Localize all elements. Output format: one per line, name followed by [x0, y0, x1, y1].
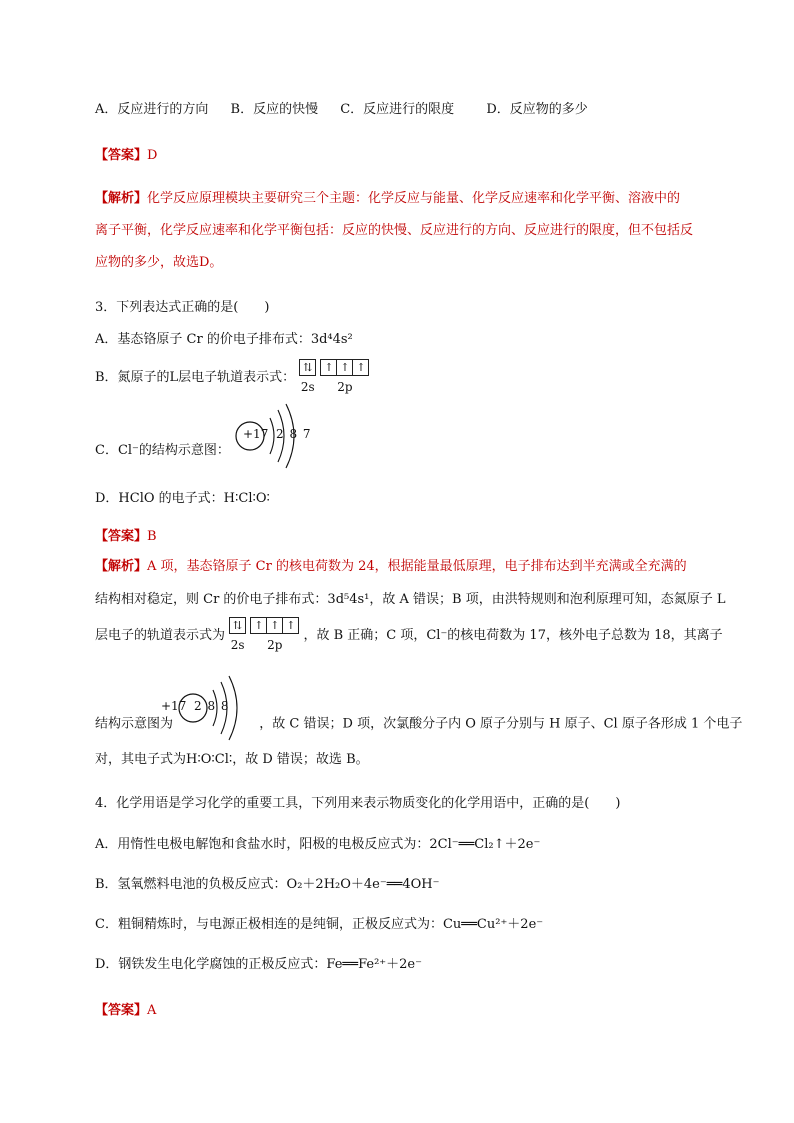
- answer-value: D: [147, 148, 158, 163]
- q2-analysis-line-1: [95, 189, 680, 209]
- analysis-text: ，故 C 错误；D 项，次氯酸分子内 O 原子分别与 H 原子、Cl 原子各形成 1 个电子: [259, 716, 743, 732]
- orbital-label-2s: 2s: [300, 380, 315, 394]
- q3-option-c: [95, 400, 312, 502]
- q4-option-b: B．氢氧燃料电池的负极反应式：O₂＋2H₂O＋4e⁻══4OH⁻: [95, 877, 440, 892]
- analysis-text: 化学反应原理模块主要研究三个主题：化学反应与能量、化学反应速率和化学平衡、溶液中的: [147, 191, 681, 206]
- q3-option-b: [95, 358, 369, 398]
- analysis-text: ，故 B 正确；C 项，Cl⁻的核电荷数为 17，核外电子总数为 18，其离子: [303, 628, 723, 643]
- q4-option-a: A．用惰性电极电解饱和食盐水时，阳极的电极反应式为：2Cl⁻══Cl₂↑＋2e⁻: [95, 837, 541, 852]
- orbital-box-s: ⇅: [229, 617, 246, 634]
- q2-options: [95, 100, 606, 120]
- shell-numbers-answer: 2 8 8: [194, 699, 230, 713]
- q3-analysis-line-2: 结构相对稳定，则 Cr 的价电子排布式：3d⁵4s¹，故 A 错误；B 项，由洪特规则和泡利原理可知，态氮原子 L: [95, 592, 726, 607]
- answer-tag: 【答案】: [95, 148, 148, 163]
- q3-answer: [95, 527, 157, 547]
- q3-option-c-text: C．Cl⁻的结构示意图：: [95, 443, 230, 458]
- q3-option-b-text: B．氮原子的L层电子轨道表示式：: [95, 370, 296, 385]
- answer-value: A: [147, 1003, 157, 1018]
- q2-analysis-line-3: 应物的多少，故选D。: [95, 255, 223, 270]
- q2-option-c: C．反应进行的限度: [340, 102, 455, 117]
- nucleus-label-c: +17: [243, 427, 269, 441]
- q2-option-b: B．反应的快慢: [230, 102, 319, 117]
- analysis-text: A 项，基态铬原子 Cr 的核电荷数为 24，根据能量最低原理，电子排布达到半充满或全充满的: [147, 559, 687, 574]
- q4-option-d: D．钢铁发生电化学腐蚀的正极反应式：Fe══Fe²⁺＋2e⁻: [95, 957, 422, 972]
- orbital-box-s: ⇅: [299, 359, 316, 376]
- q3-analysis-line-1: [95, 557, 687, 577]
- answer-tag: 【答案】: [95, 1003, 148, 1018]
- atom-structure-diagram: [234, 400, 312, 502]
- q3-analysis-line-5: 对，其电子式为H∶O∶Cl∶，故 D 错误；故选 B。: [95, 752, 369, 767]
- orbital-box-p: ↑ ↑ ↑: [320, 359, 369, 376]
- q2-answer: [95, 146, 157, 166]
- analysis-tag: 【解析】: [95, 191, 148, 206]
- q4-stem: 4．化学用语是学习化学的重要工具，下列用来表示物质变化的化学用语中，正确的是( ): [95, 796, 621, 811]
- q2-analysis-line-2: 离子平衡，化学反应速率和化学平衡包括：反应的快慢、反应进行的方向、反应进行的限度，但不包括反: [95, 223, 694, 238]
- nucleus-label-answer: +17: [161, 699, 187, 713]
- q2-option-a: A．反应进行的方向: [95, 102, 209, 117]
- answer-orbital-2p: [250, 616, 299, 656]
- q2-option-d: D．反应物的多少: [486, 102, 588, 117]
- orbital-label-2p: 2p: [267, 638, 283, 652]
- q3-option-a: A．基态铬原子 Cr 的价电子排布式：3d⁴4s²: [95, 332, 353, 347]
- q4-option-c: C．粗铜精炼时，与电源正极相连的是纯铜，正极反应式为：Cu══Cu²⁺＋2e⁻: [95, 917, 544, 932]
- q3-option-d: D．HClO 的电子式：H∶Cl∶O∶: [95, 491, 270, 506]
- shell-numbers-c: 2 8 7: [276, 427, 312, 441]
- analysis-text: 结构示意图为: [95, 716, 174, 732]
- analysis-tag: 【解析】: [95, 559, 148, 574]
- q3-stem: 3．下列表达式正确的是( ): [95, 300, 270, 315]
- analysis-text: 层电子的轨道表示式为: [95, 628, 226, 643]
- answer-tag: 【答案】: [95, 529, 148, 544]
- answer-value: B: [147, 529, 157, 544]
- orbital-label-2s: 2s: [230, 638, 245, 652]
- answer-orbital-2s: [229, 616, 246, 656]
- orbital-box-p: ↑ ↑ ↑: [250, 617, 299, 634]
- orbital-label-2p: 2p: [337, 380, 353, 394]
- q4-answer: [95, 1001, 156, 1021]
- orbital-2s: [299, 358, 316, 398]
- q3-analysis-line-3: [95, 616, 723, 656]
- orbital-2p: [320, 358, 369, 398]
